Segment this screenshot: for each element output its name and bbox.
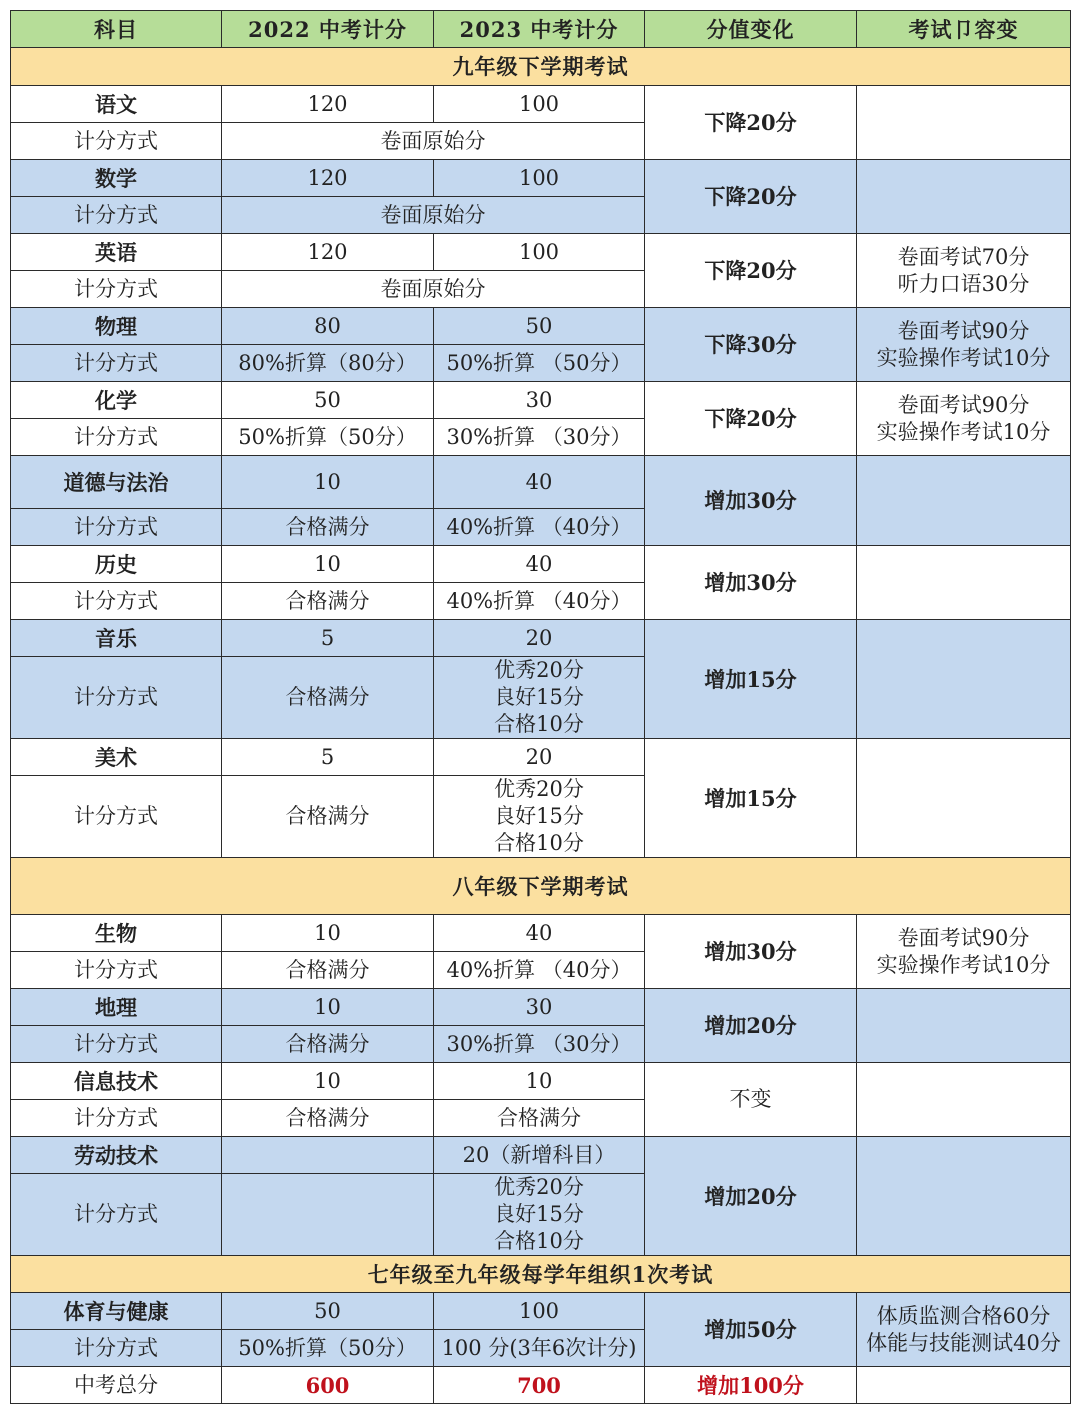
grade-tier-line: 良好15分 (494, 804, 584, 828)
method-label: 计分方式 (11, 952, 222, 989)
note-line: 实验操作考试10分 (876, 952, 1051, 977)
score-2023: 30 (434, 382, 645, 419)
score-2023: 40 (434, 915, 645, 952)
method-label: 计分方式 (11, 1330, 222, 1367)
method-label: 计分方式 (11, 509, 222, 546)
score-change: 增加20分 (645, 989, 857, 1063)
subject-name: 信息技术 (11, 1063, 222, 1100)
header-subject: 科目 (11, 11, 222, 48)
score-2023: 20（新增科目） (434, 1137, 645, 1174)
subject-row (11, 1063, 1071, 1100)
subject-row (11, 234, 1071, 271)
subject-name: 英语 (11, 234, 222, 271)
subject-row (11, 308, 1071, 345)
method-label: 计分方式 (11, 419, 222, 456)
score-2022: 10 (222, 546, 434, 583)
content-change-note (857, 1063, 1071, 1137)
subject-row (11, 456, 1071, 509)
score-2022: 50 (222, 382, 434, 419)
note-line: 体质监测合格60分 (876, 1303, 1051, 1328)
score-change: 增加30分 (645, 546, 857, 620)
total-label: 中考总分 (11, 1367, 222, 1404)
header-content-change: 考试卩容变 (857, 11, 1071, 48)
method-label: 计分方式 (11, 123, 222, 160)
method-2022: 合格满分 (222, 1026, 434, 1063)
subject-row (11, 86, 1071, 123)
score-2022: 10 (222, 456, 434, 509)
subject-row (11, 382, 1071, 419)
subject-name: 道德与法治 (11, 456, 222, 509)
section-title: 九年级下学期考试 (11, 48, 1071, 86)
score-2022: 120 (222, 86, 434, 123)
method-2022: 50%折算（50分） (222, 1330, 434, 1367)
note-line: 听力口语30分 (897, 271, 1030, 296)
subject-name: 历史 (11, 546, 222, 583)
grade-tier-line: 良好15分 (494, 1202, 584, 1226)
method-2022: 合格满分 (222, 583, 434, 620)
score-change: 下降30分 (645, 308, 857, 382)
method-label: 计分方式 (11, 583, 222, 620)
subject-row (11, 546, 1071, 583)
total-2023: 700 (434, 1367, 645, 1404)
section-title: 七年级至九年级每学年组织1次考试 (11, 1256, 1071, 1293)
subject-row (11, 620, 1071, 657)
method-2023 (434, 657, 645, 739)
method-2022: 合格满分 (222, 1100, 434, 1137)
method-2023 (434, 1174, 645, 1256)
method-2022: 50%折算（50分） (222, 419, 434, 456)
score-2023: 20 (434, 620, 645, 657)
score-2022: 120 (222, 160, 434, 197)
score-change: 增加30分 (645, 915, 857, 989)
score-change: 下降20分 (645, 234, 857, 308)
score-2023: 100 (434, 160, 645, 197)
subject-name: 物理 (11, 308, 222, 345)
note-line: 卷面考试90分 (897, 392, 1030, 417)
method-2023: 100 分(3年6次计分) (434, 1330, 645, 1367)
subject-name: 数学 (11, 160, 222, 197)
subject-row (11, 1137, 1071, 1174)
score-change: 增加15分 (645, 620, 857, 739)
method-2022: 合格满分 (222, 776, 434, 858)
total-note (857, 1367, 1071, 1404)
method-2022: 合格满分 (222, 509, 434, 546)
method-label: 计分方式 (11, 1100, 222, 1137)
header-2023: 2023 中考计分 (434, 11, 645, 48)
grade-tier-line: 合格10分 (494, 712, 584, 736)
method-2022: 合格满分 (222, 657, 434, 739)
section-row (11, 48, 1071, 86)
score-2023: 10 (434, 1063, 645, 1100)
method-2022: 合格满分 (222, 952, 434, 989)
subject-name: 化学 (11, 382, 222, 419)
score-2022: 50 (222, 1293, 434, 1330)
score-change: 下降20分 (645, 382, 857, 456)
method-2023: 合格满分 (434, 1100, 645, 1137)
content-change-note (857, 620, 1071, 739)
content-change-note (857, 86, 1071, 160)
header-2022: 2022 中考计分 (222, 11, 434, 48)
method-2023: 30%折算 （30分） (434, 419, 645, 456)
method-merged: 卷面原始分 (222, 197, 645, 234)
grade-tier-line: 优秀20分 (494, 658, 584, 682)
subject-row (11, 739, 1071, 776)
score-2022: 5 (222, 620, 434, 657)
score-2023: 20 (434, 739, 645, 776)
grade-tier-line: 合格10分 (494, 831, 584, 855)
score-2022 (222, 1137, 434, 1174)
content-change-note (857, 1293, 1071, 1367)
subject-row (11, 160, 1071, 197)
score-2022: 10 (222, 915, 434, 952)
grade-tier-line: 优秀20分 (494, 1175, 584, 1199)
subject-name: 美术 (11, 739, 222, 776)
section-title: 八年级下学期考试 (11, 858, 1071, 915)
subject-row (11, 915, 1071, 952)
score-2023: 40 (434, 546, 645, 583)
subject-name: 生物 (11, 915, 222, 952)
total-change: 增加100分 (645, 1367, 857, 1404)
method-merged: 卷面原始分 (222, 123, 645, 160)
grade-tier-line: 良好15分 (494, 685, 584, 709)
content-change-note (857, 546, 1071, 620)
method-label: 计分方式 (11, 776, 222, 858)
score-2023: 40 (434, 456, 645, 509)
score-2023: 100 (434, 86, 645, 123)
note-line: 卷面考试90分 (897, 318, 1030, 343)
method-2023: 40%折算 （40分） (434, 583, 645, 620)
subject-row (11, 1293, 1071, 1330)
score-change: 增加15分 (645, 739, 857, 858)
header-row (11, 11, 1071, 48)
score-change: 增加30分 (645, 456, 857, 546)
exam-score-table (10, 10, 1071, 1404)
subject-name: 劳动技术 (11, 1137, 222, 1174)
content-change-note (857, 915, 1071, 989)
method-2023: 40%折算 （40分） (434, 509, 645, 546)
subject-name: 音乐 (11, 620, 222, 657)
score-change: 不变 (645, 1063, 857, 1137)
score-2023: 50 (434, 308, 645, 345)
method-label: 计分方式 (11, 345, 222, 382)
total-row (11, 1367, 1071, 1404)
content-change-note (857, 382, 1071, 456)
method-label: 计分方式 (11, 271, 222, 308)
score-change: 增加50分 (645, 1293, 857, 1367)
method-label: 计分方式 (11, 657, 222, 739)
note-line: 实验操作考试10分 (876, 345, 1051, 370)
note-line: 卷面考试70分 (897, 244, 1030, 269)
note-line: 实验操作考试10分 (876, 419, 1051, 444)
content-change-note (857, 739, 1071, 858)
content-change-note (857, 160, 1071, 234)
grade-tier-line: 合格10分 (494, 1229, 584, 1253)
score-change: 下降20分 (645, 160, 857, 234)
subject-name: 语文 (11, 86, 222, 123)
score-2022: 80 (222, 308, 434, 345)
method-2023: 40%折算 （40分） (434, 952, 645, 989)
content-change-note (857, 308, 1071, 382)
header-change: 分值变化 (645, 11, 857, 48)
score-2022: 10 (222, 989, 434, 1026)
score-change: 下降20分 (645, 86, 857, 160)
section-row (11, 1256, 1071, 1293)
subject-name: 体育与健康 (11, 1293, 222, 1330)
note-line: 体能与技能测试40分 (866, 1330, 1061, 1355)
method-2022 (222, 1174, 434, 1256)
score-2023: 100 (434, 1293, 645, 1330)
subject-name: 地理 (11, 989, 222, 1026)
score-2022: 10 (222, 1063, 434, 1100)
score-change: 增加20分 (645, 1137, 857, 1256)
grade-tier-line: 优秀20分 (494, 777, 584, 801)
method-label: 计分方式 (11, 1026, 222, 1063)
score-2023: 30 (434, 989, 645, 1026)
content-change-note (857, 234, 1071, 308)
method-2023 (434, 776, 645, 858)
score-2022: 120 (222, 234, 434, 271)
content-change-note (857, 456, 1071, 546)
score-2023: 100 (434, 234, 645, 271)
content-change-note (857, 1137, 1071, 1256)
method-2023: 30%折算 （30分） (434, 1026, 645, 1063)
note-line: 卷面考试90分 (897, 925, 1030, 950)
content-change-note (857, 989, 1071, 1063)
section-row (11, 858, 1071, 915)
score-2022: 5 (222, 739, 434, 776)
method-merged: 卷面原始分 (222, 271, 645, 308)
method-label: 计分方式 (11, 197, 222, 234)
method-2022: 80%折算（80分） (222, 345, 434, 382)
method-label: 计分方式 (11, 1174, 222, 1256)
subject-row (11, 989, 1071, 1026)
total-2022: 600 (222, 1367, 434, 1404)
method-2023: 50%折算 （50分） (434, 345, 645, 382)
